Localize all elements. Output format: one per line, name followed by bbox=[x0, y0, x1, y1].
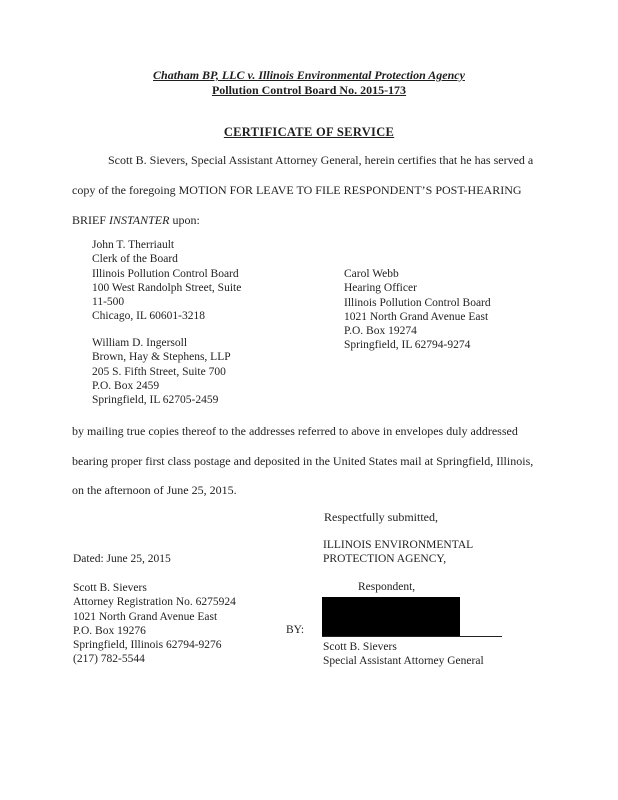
address-line: William D. Ingersoll bbox=[92, 337, 188, 349]
body-line-3-suffix: upon: bbox=[169, 213, 200, 227]
body-line-2: copy of the foregoing MOTION FOR LEAVE TO FILE RESPONDENT’S POST-HEARING bbox=[72, 183, 522, 197]
document-title: CERTIFICATE OF SERVICE bbox=[223, 125, 395, 139]
address-line: 205 S. Fifth Street, Suite 700 bbox=[92, 365, 226, 378]
case-caption-parties: Chatham BP, LLC v. Illinois Environmental Protection Agency bbox=[153, 68, 465, 82]
address-line: 1021 North Grand Avenue East bbox=[344, 310, 489, 323]
attorney-line: (217) 782-5544 bbox=[73, 653, 145, 666]
address-line: Illinois Pollution Control Board bbox=[92, 267, 239, 280]
address-line: John T. Therriault bbox=[92, 239, 175, 251]
by-label: BY: bbox=[286, 624, 305, 636]
address-line: Hearing Officer bbox=[344, 282, 417, 295]
address-line: Illinois Pollution Control Board bbox=[344, 296, 491, 309]
agency-name-line-2: PROTECTION AGENCY, bbox=[323, 553, 447, 565]
address-line: 11-500 bbox=[92, 296, 125, 309]
body-line-1: Scott B. Sievers, Special Assistant Attorney General, herein certifies that he has served a bbox=[108, 153, 534, 167]
attorney-line: Attorney Registration No. 6275924 bbox=[73, 596, 236, 609]
instanter-word: INSTANTER bbox=[109, 213, 170, 227]
signatory-name: Scott B. Sievers bbox=[323, 641, 397, 653]
address-line: P.O. Box 2459 bbox=[92, 379, 160, 392]
address-line: Springfield, IL 62794-9274 bbox=[344, 339, 471, 352]
body-line-3 bbox=[72, 213, 200, 228]
attorney-contact-block bbox=[73, 581, 236, 667]
address-line: Carol Webb bbox=[344, 268, 399, 280]
service-address-therriault bbox=[92, 238, 241, 324]
address-line: Brown, Hay & Stephens, LLP bbox=[92, 351, 231, 364]
respondent-label: Respondent, bbox=[358, 581, 416, 593]
attorney-line: 1021 North Grand Avenue East bbox=[73, 610, 218, 623]
attorney-line: Springfield, Illinois 62794-9276 bbox=[73, 639, 222, 652]
respectfully-submitted: Respectfully submitted, bbox=[324, 510, 438, 524]
mailing-line-3: on the afternoon of June 25, 2015. bbox=[72, 483, 237, 497]
redacted-signature bbox=[322, 597, 460, 636]
mailing-line-2: bearing proper first class postage and deposited in the United States mail at Springfield, Illinois, bbox=[72, 454, 534, 468]
address-line: Chicago, IL 60601-3218 bbox=[92, 310, 205, 323]
signature-line bbox=[322, 636, 502, 637]
agency-name-line-1: ILLINOIS ENVIRONMENTAL bbox=[323, 539, 474, 551]
signatory-title: Special Assistant Attorney General bbox=[323, 655, 484, 667]
service-address-ingersoll bbox=[92, 336, 231, 407]
case-caption-board-number: Pollution Control Board No. 2015-173 bbox=[211, 83, 407, 97]
dated-line: Dated: June 25, 2015 bbox=[73, 553, 171, 565]
body-line-3-prefix: BRIEF bbox=[72, 213, 110, 227]
address-line: 100 West Randolph Street, Suite bbox=[92, 281, 242, 294]
address-line: Clerk of the Board bbox=[92, 253, 178, 266]
mailing-line-1: by mailing true copies thereof to the addresses referred to above in envelopes duly addressed bbox=[72, 424, 518, 438]
service-address-webb bbox=[344, 267, 491, 353]
address-line: P.O. Box 19274 bbox=[344, 325, 417, 338]
address-line: Springfield, IL 62705-2459 bbox=[92, 394, 219, 407]
attorney-line: Scott B. Sievers bbox=[73, 582, 147, 594]
attorney-line: P.O. Box 19276 bbox=[73, 624, 146, 637]
